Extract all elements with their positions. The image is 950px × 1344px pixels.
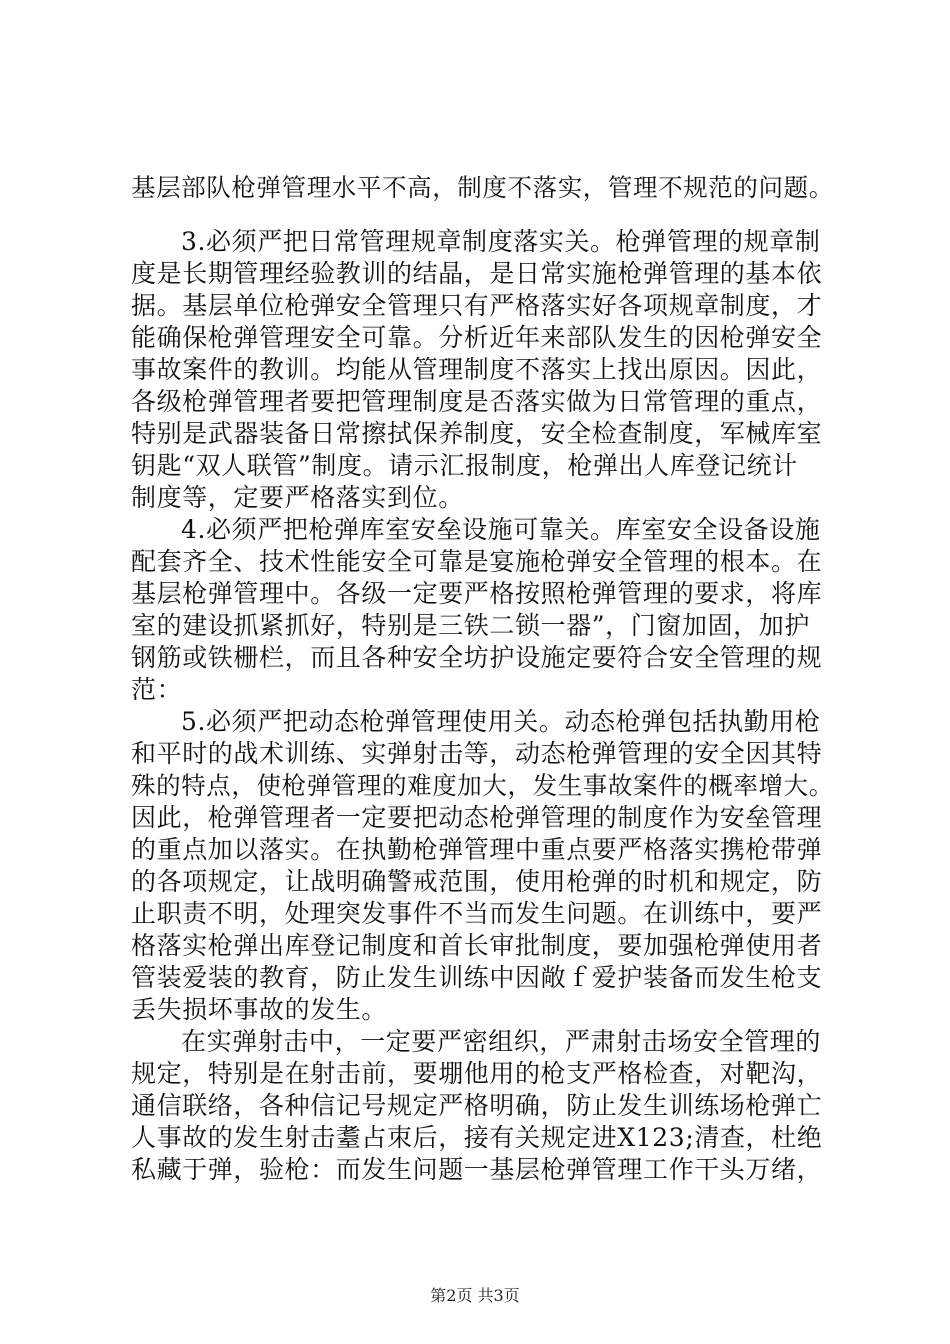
text-line: 和平时的战术训练、实弹射击等，动态枪弹管理的安全因其特 (131, 739, 823, 768)
text-line: 通信联络，各种信记号规定严格明确，防止发生训练场枪弹亡 (131, 1091, 823, 1120)
text-line: 因此，枪弹管理者一定要把动态枪弹管理的制度作为安垒管理 (131, 803, 823, 832)
text-line: 事故案件的教训。均能从管理制度不落实上找出原因。因此， (131, 355, 823, 384)
text-line: 基层部队枪弹管理水平不高，制度不落实，管理不规范的问题。 (131, 173, 834, 202)
text-line: 丢失损坏事故的发生。 (131, 995, 388, 1024)
body-text (131, 172, 836, 1186)
text-line: 管装爱装的教育，防止发生训练中因敞ｆ爱护装备而发生枪支 (131, 963, 823, 992)
text-line: 基层枪弹管理中。各级一定要严格按照枪弹管理的要求，将库 (131, 579, 823, 608)
text-line: 钥匙“双人联管”制度。请示汇报制度，枪弹出人库登记统计 (131, 451, 798, 480)
text-line: 私藏于弹，验枪：而发生问题一基层枪弹管理工作干头万绪， (131, 1155, 823, 1184)
text-line: 据。基层单位枪弹安全管理只有严格落实好各项规章制度，才 (131, 291, 823, 320)
text-line: 殊的特点，使枪弹管理的难度加大，发生事故案件的概率增大。 (131, 771, 834, 800)
text-line: 规定，特别是在射击前，要堋他用的枪支严格检查，对靶沟， (131, 1059, 823, 1088)
text-line: 在实弹射击中，一定要严密组织，严肃射击场安全管理的 (181, 1027, 822, 1056)
text-line: 能确保枪弹管理安全可靠。分析近年来部队发生的因枪弹安全 (131, 323, 823, 352)
text-line: 止职责不明，处理突发事件不当而发生问题。在训练中，要严 (131, 899, 823, 928)
page-footer: 第2页 共3页 (430, 1286, 520, 1305)
text-line: 5.必须严把动态枪弹管理使用关。动态枪弹包括执勤用枪 (181, 707, 821, 736)
text-line: 钢筋或铁栅栏，而且各种安全坊护设施定要符合安全管理的规 (131, 643, 823, 672)
text-line: 度是长期管理经验教训的结晶，是日常实施枪弹管理的基本依 (131, 259, 823, 288)
text-line: 特别是武器装备日常擦拭保养制度，安全检查制度，军械库室 (131, 419, 823, 448)
text-line: 范： (131, 675, 183, 704)
text-line: 的重点加以落实。在执勤枪弹管理中重点要严格落实携枪带弹 (131, 835, 823, 864)
text-line: 4.必须严把枪弹库室安垒设施可靠关。库室安全设备设施 (181, 515, 821, 544)
paragraph-gap (131, 204, 836, 226)
text-line: 人事故的发生射击耋占朿后，接有关规定进X123;清查，杜绝 (131, 1123, 823, 1152)
text-line: 3.必须严把日常管理规章制度落实关。枪弹管理的规章制 (181, 227, 821, 256)
text-line: 配套齐全、技术性能安全可靠是宴施枪弹安全管理的根本。在 (131, 547, 823, 576)
text-line: 的各项规定，让战明确警戒范围，使用枪弹的时机和规定，防 (131, 867, 823, 896)
text-line: 格落实枪弹出库登记制度和首长审批制度，要加强枪弹使用者 (131, 931, 823, 960)
text-line: 室的建设抓紧抓好，特别是三铁二锁一器”，门窗加固，加护 (131, 611, 810, 640)
text-line: 各级枪弹管理者要把管理制度是否落实做为日常管理的重点， (131, 387, 823, 416)
text-line: 制度等，定要严格落实到位。 (131, 483, 464, 512)
